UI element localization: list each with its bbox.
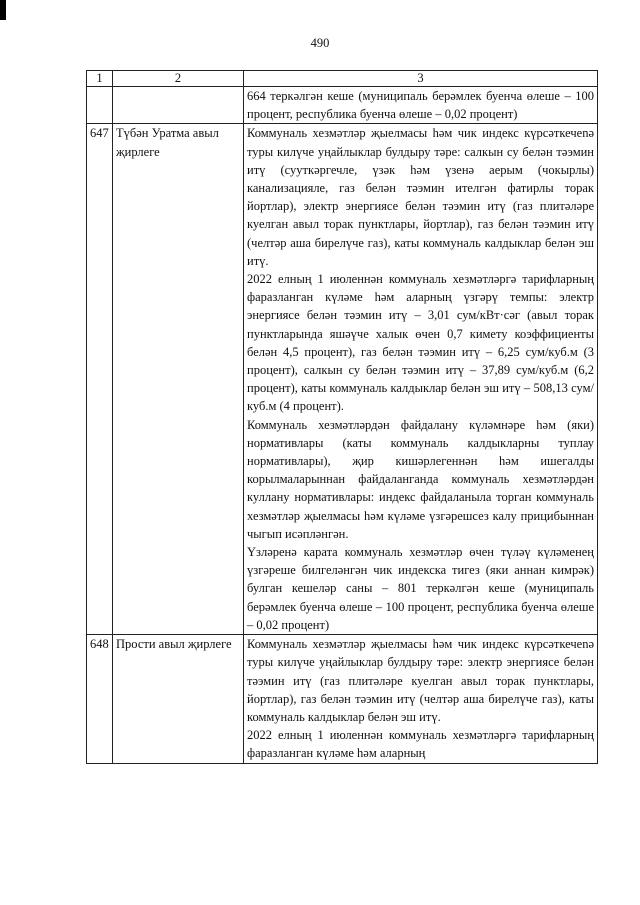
row-number: 647 (87, 124, 113, 635)
header-cell-3: 3 (244, 71, 598, 87)
scan-corner-mark (0, 0, 6, 20)
row-number: 648 (87, 635, 113, 763)
content-paragraph: 664 теркәлгән кеше (муниципаль берәмлек буенча өлеше – 100 процент, республика буенча өлеше – 0,02 процент) (247, 89, 594, 122)
content-paragraph: Коммуналь хезмәтләр җыелмасы һәм чик индекс күрсәткечenә туры килүче уңайлыклар булдыру тәре: салкын су белән тәэмин итү (сууткәргечле, үзәк һәм үзенә аерым (чокырлы) канализацияле, газ белән тәэмин ителгән фатирлы торак йортлар), электр энергиясе белән тәэмин итү (газ плитәләре куелган авыл торак пунктлары, йортлар), газ белән тәэмин итү (челтәр аша бирелүче газ), каты коммуналь калдыклар белән эш итү. (247, 126, 594, 268)
content-paragraph: Коммуналь хезмәтләр җыелмасы һәм чик индекс күрсәткечenә туры килүче уңайлыклар булдыру тәре: электр энергиясе белән тәэмин итү (газ плитәләре куелган авыл торак пунктлары, йортлар), газ белән тәэмин итү (челтәр аша бирелүче газ), каты коммуналь калдыклар белән эш итү. (247, 637, 594, 724)
row-content (244, 124, 598, 635)
header-cell-1: 1 (87, 71, 113, 87)
settlement-name: Прости авыл җирлеге (113, 635, 244, 763)
table-row (87, 635, 598, 763)
content-paragraph: 2022 елның 1 июленнән коммуналь хезмәтләргә тарифларның фаразланган күләме һәм аларның үзгәрү темпы: электр энергиясе белән тәэмин итү – 3,01 сум/кВт·сәг (авыл торак пунктларында яшәүче халык өчен 0,7 кимету коэффициенты белән 4,5 процент), газ белән тәэмин итү – 6,25 сум/куб.м (3 процент), салкын су белән тәэмин итү – 37,89 сум/куб.м (6,2 процент), каты коммуналь калдыклар белән эш итү – 508,13 сум/куб.м (4 процент). (247, 272, 594, 414)
content-paragraph: Коммуналь хезмәтләрдән файдалану күләмнәре һәм (яки) нормативлары (каты коммуналь калдыкларны туплау нормативлары), җир кишәрлегеннән һәм ишегалды корылмаларыннан файдаланганда коммуналь хезмәтләрдән куллану нормативлары: индекс файдаланыла торган коммуналь хезмәтләр җыелмасы һәм күләме үзгәрешсез калу прицибыннан чыгып исәпләнгән. (247, 417, 594, 541)
table-row (87, 124, 598, 635)
document-table (86, 70, 598, 764)
content-paragraph: Үзләренә карата коммуналь хезмәтләр өчен түләү күләменең үзгәреше билгеләнгән чик индекска тигез (яки аннан кимрәк) булган кешеләр саны – 801 теркәлгән кеше (муниципаль берәмлек буенча өлеше – 100 процент, республика буенча өлеше – 0,02 процент) (247, 545, 594, 632)
settlement-name: Түбән Уратма авыл җирлеге (113, 124, 244, 635)
row-content (244, 87, 598, 124)
row-content (244, 635, 598, 763)
table-header-row (87, 71, 598, 87)
content-paragraph: 2022 елның 1 июленнән коммуналь хезмәтләргә тарифларның фаразланган күләме һәм аларның (247, 728, 594, 761)
table-row (87, 87, 598, 124)
page-number: 490 (310, 36, 330, 50)
header-cell-2: 2 (113, 71, 244, 87)
settlement-name (113, 87, 244, 124)
row-number (87, 87, 113, 124)
